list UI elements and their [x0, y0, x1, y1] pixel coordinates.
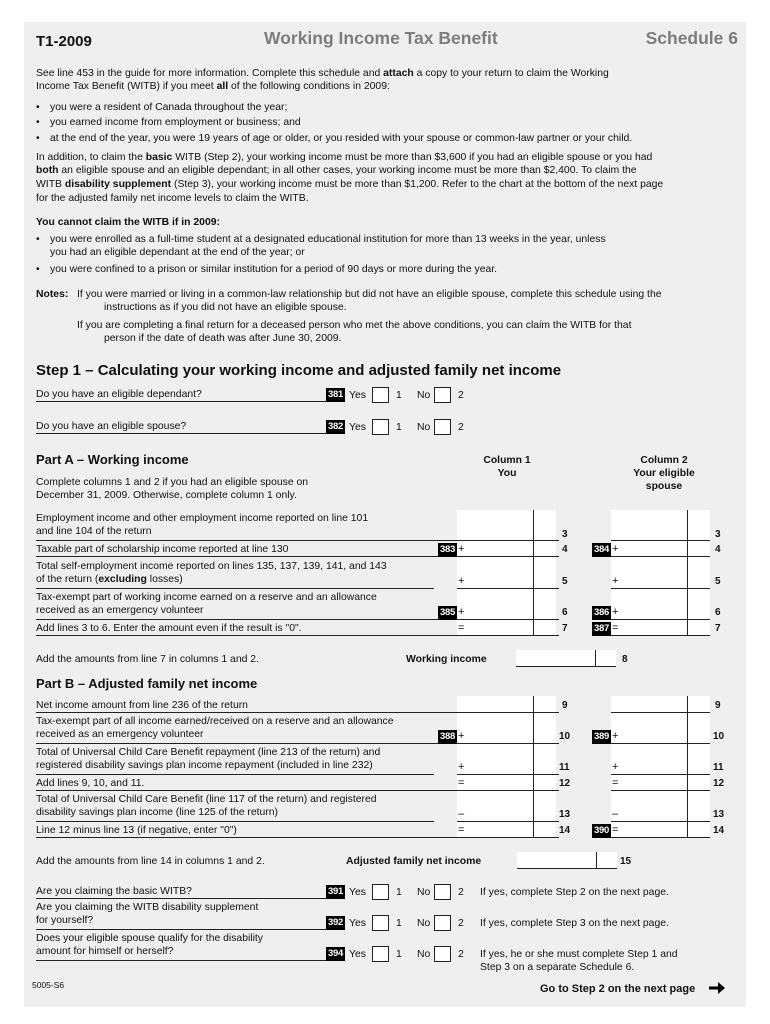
- option-code: 1: [396, 887, 402, 898]
- line-5-label: Total self-employment income reported on lines 135, 137, 139, 141, and 143 of the return (excluding losses): [36, 561, 387, 585]
- line-number: 9: [562, 700, 568, 711]
- line-number: 11: [713, 762, 724, 773]
- line-number: 9: [715, 700, 721, 711]
- line-number: 4: [562, 544, 568, 555]
- row-rule: [36, 556, 559, 557]
- instruction-391: If yes, complete Step 2 on the next page.: [480, 887, 669, 898]
- line-number: 3: [715, 529, 721, 540]
- row-rule: [457, 821, 559, 822]
- line-15-label: Add the amounts from line 14 in columns 1 and 2.: [36, 856, 265, 867]
- row-rule: [36, 821, 434, 822]
- option-code: 1: [396, 422, 402, 433]
- plus-sign: +: [458, 575, 465, 587]
- underline: [36, 929, 326, 930]
- plus-sign: +: [612, 730, 619, 742]
- option-code: 1: [396, 390, 402, 401]
- yes-checkbox-391[interactable]: [372, 884, 389, 900]
- line-number: 7: [715, 623, 721, 634]
- line-11-label: Total of Universal Child Care Benefit repayment (line 213 of the return) and registered disability savings plan income repayment (included in line 232): [36, 747, 381, 771]
- line-code-385: 385: [440, 607, 455, 618]
- field-rule: [516, 666, 616, 667]
- instruction-392: If yes, complete Step 3 on the next page.: [480, 918, 669, 929]
- line-number: 12: [559, 778, 571, 789]
- line-9-label: Net income amount from line 236 of the return: [36, 700, 248, 711]
- line-number: 5: [715, 576, 721, 587]
- intro-para-2d: for the adjusted family net income levels to claim the WITB.: [36, 193, 309, 204]
- column-1-fields[interactable]: [457, 696, 556, 838]
- row-rule: [36, 540, 559, 541]
- part-a-description: Complete columns 1 and 2 if you had an eligible spouse on December 31, 2009. Otherwise, complete column 1 only.: [36, 477, 309, 501]
- step1-heading: Step 1 – Calculating your working income and adjusted family net income: [36, 362, 562, 379]
- equals-sign: =: [458, 777, 465, 789]
- schedule-form: [24, 22, 746, 1007]
- intro-para-2c: WITB disability supplement (Step 3), your working income must be more than $1,200. Refer to the chart at the bottom of the next page: [36, 179, 664, 190]
- line-number: 7: [562, 623, 568, 634]
- form-id: T1-2009: [36, 33, 92, 50]
- no-checkbox-394[interactable]: [434, 946, 451, 962]
- cents-divider: [687, 696, 688, 838]
- row-rule: [611, 540, 710, 541]
- row-rule: [36, 743, 559, 744]
- condition-item: • you earned income from employment or business; and: [36, 116, 736, 129]
- adjusted-income-label: Adjusted family net income: [346, 856, 482, 867]
- line-number: 5: [562, 576, 568, 587]
- cannot-item: • you were confined to a prison or similar institution for a period of 90 days or more during the year.: [36, 263, 736, 276]
- option-code: 2: [458, 887, 464, 898]
- line-code-387: 387: [594, 623, 609, 634]
- yes-label: Yes: [349, 422, 366, 433]
- right-arrow-icon: [708, 980, 726, 1000]
- intro-line-1: See line 453 in the guide for more information. Complete this schedule and attach a copy to your return to claim the Working: [36, 68, 609, 79]
- underline: [36, 401, 326, 402]
- option-code: 1: [396, 949, 402, 960]
- row-rule: [611, 790, 710, 791]
- part-a-heading: Part A – Working income: [36, 452, 189, 467]
- plus-sign: +: [458, 543, 465, 555]
- minus-sign: –: [458, 808, 465, 820]
- yes-label: Yes: [349, 887, 366, 898]
- underline: [36, 433, 326, 434]
- line-code-391: 391: [328, 886, 343, 897]
- line-number: 3: [562, 529, 568, 540]
- line-code-381: 381: [328, 389, 343, 400]
- line-number: 13: [559, 809, 571, 820]
- yes-checkbox-394[interactable]: [372, 946, 389, 962]
- line-code-388: 388: [440, 731, 455, 742]
- q-eligible-spouse: Do you have an eligible spouse?: [36, 421, 187, 432]
- no-label: No: [417, 918, 431, 929]
- q-spouse-disability: Does your eligible spouse qualify for the disability amount for himself or herself?: [36, 933, 263, 957]
- q-disability-supplement: Are you claiming the WITB disability supplement for yourself?: [36, 902, 259, 926]
- line-code-389: 389: [594, 731, 609, 742]
- working-income-label: Working income: [406, 654, 487, 665]
- line-14-label: Line 12 minus line 13 (if negative, enter "0"): [36, 825, 237, 836]
- no-checkbox-381[interactable]: [434, 387, 451, 403]
- line-number: 10: [713, 731, 725, 742]
- row-rule: [611, 588, 710, 589]
- plus-sign: +: [612, 761, 619, 773]
- adjusted-income-field[interactable]: [517, 852, 617, 868]
- column-2-header: Column 2 Your eligible spouse: [633, 455, 695, 492]
- no-label: No: [417, 422, 431, 433]
- notes-label: Notes:: [36, 289, 69, 300]
- intro-line-2: Income Tax Benefit (WITB) if you meet all of the following conditions in 2009:: [36, 81, 390, 92]
- equals-sign: =: [612, 622, 619, 634]
- yes-checkbox-382[interactable]: [372, 419, 389, 435]
- row-rule: [36, 712, 559, 713]
- line-8-label: Add the amounts from line 7 in columns 1 and 2.: [36, 654, 259, 665]
- underline: [36, 898, 326, 899]
- row-rule: [611, 821, 710, 822]
- row-rule: [36, 774, 434, 775]
- cannot-item: • you were enrolled as a full-time student at a designated educational institution for more than 13 weeks in the year, unless you had an eligible dependant at the end of the year; or: [36, 233, 736, 259]
- equals-sign: =: [612, 824, 619, 836]
- line-4-label: Taxable part of scholarship income reported at line 130: [36, 544, 289, 555]
- cents-divider: [596, 852, 597, 868]
- no-label: No: [417, 390, 431, 401]
- column-1-fields[interactable]: [457, 510, 556, 636]
- line-code-386: 386: [594, 607, 609, 618]
- plus-sign: +: [612, 543, 619, 555]
- plus-sign: +: [612, 575, 619, 587]
- field-rule: [517, 868, 617, 869]
- row-rule: [611, 774, 710, 775]
- form-code: 5005-S6: [32, 980, 65, 990]
- equals-sign: =: [458, 622, 465, 634]
- line-number: 10: [559, 731, 571, 742]
- line-code-384: 384: [594, 544, 609, 555]
- row-rule: [611, 556, 710, 557]
- line-number: 12: [713, 778, 725, 789]
- line-number: 13: [713, 809, 725, 820]
- q-eligible-dependant: Do you have an eligible dependant?: [36, 389, 202, 400]
- q-basic-witb: Are you claiming the basic WITB?: [36, 886, 192, 897]
- yes-checkbox-381[interactable]: [372, 387, 389, 403]
- equals-sign: =: [612, 777, 619, 789]
- instruction-394: If yes, he or she must complete Step 1 and Step 3 on a separate Schedule 6.: [480, 949, 678, 973]
- schedule-number: Schedule 6: [645, 28, 738, 48]
- yes-label: Yes: [349, 949, 366, 960]
- line-code-383: 383: [440, 544, 455, 555]
- intro-para-2: In addition, to claim the basic WITB (Step 2), your working income must be more than $3,600 if you had an eligible spouse or you had: [36, 152, 653, 163]
- equals-sign: =: [458, 824, 465, 836]
- line-10-label: Tax-exempt part of all income earned/received on a reserve and an allowance received as an emergency volunteer: [36, 716, 394, 740]
- line-6-label: Tax-exempt part of working income earned on a reserve and an allowance received as an emergency volunteer: [36, 592, 377, 616]
- line-12-label: Add lines 9, 10, and 11.: [36, 778, 145, 789]
- cents-divider: [533, 696, 534, 838]
- option-code: 2: [458, 949, 464, 960]
- option-code: 1: [396, 918, 402, 929]
- line-3-label: Employment income and other employment income reported on line 101 and line 104 of the return: [36, 513, 369, 537]
- plus-sign: +: [458, 606, 465, 618]
- note-1: If you were married or living in a common-law relationship but did not have an eligible spouse, complete this schedule using the instructions as if you did not have an eligible spouse.: [77, 289, 662, 313]
- column-2-fields[interactable]: [611, 696, 710, 838]
- cannot-heading: You cannot claim the WITB if in 2009:: [36, 217, 220, 228]
- option-code: 2: [458, 918, 464, 929]
- row-rule: [36, 588, 434, 589]
- line-code-392: 392: [328, 917, 343, 928]
- line-13-label: Total of Universal Child Care Benefit (line 117 of the return) and registered disability savings plan income (line 125 of the return): [36, 794, 377, 818]
- line-code-394: 394: [328, 948, 343, 959]
- option-code: 2: [458, 422, 464, 433]
- note-2: If you are completing a final return for a deceased person who met the above conditions, you can claim the WITB for that person if the date of death was after June 30, 2009.: [77, 320, 632, 344]
- line-7-label: Add lines 3 to 6. Enter the amount even if the result is "0".: [36, 623, 302, 634]
- line-number: 8: [622, 654, 628, 665]
- condition-item: • at the end of the year, you were 19 years of age or older, or you resided with your spouse or common-law partner or your child.: [36, 132, 736, 145]
- line-number: 4: [715, 544, 721, 555]
- yes-label: Yes: [349, 918, 366, 929]
- line-number: 11: [559, 762, 570, 773]
- no-checkbox-392[interactable]: [434, 915, 451, 931]
- row-rule: [611, 619, 710, 620]
- row-rule: [36, 635, 559, 636]
- yes-label: Yes: [349, 390, 366, 401]
- plus-sign: +: [458, 761, 465, 773]
- line-number: 14: [559, 825, 571, 836]
- plus-sign: +: [612, 606, 619, 618]
- next-page-text: Go to Step 2 on the next page: [540, 983, 696, 995]
- no-label: No: [417, 887, 431, 898]
- row-rule: [457, 588, 559, 589]
- no-label: No: [417, 949, 431, 960]
- line-number: 15: [620, 856, 632, 867]
- yes-checkbox-392[interactable]: [372, 915, 389, 931]
- line-number: 6: [562, 607, 568, 618]
- row-rule: [611, 712, 710, 713]
- line-number: 6: [715, 607, 721, 618]
- row-rule: [36, 790, 559, 791]
- line-number: 14: [713, 825, 725, 836]
- no-checkbox-391[interactable]: [434, 884, 451, 900]
- row-rule: [611, 837, 710, 838]
- part-b-heading: Part B – Adjusted family net income: [36, 676, 258, 691]
- line-code-382: 382: [328, 421, 343, 432]
- cents-divider: [687, 510, 688, 636]
- column-1-header: Column 1 You: [483, 455, 531, 479]
- row-rule: [611, 635, 710, 636]
- condition-item: • you were a resident of Canada throughout the year;: [36, 101, 736, 114]
- form-title: Working Income Tax Benefit: [264, 28, 498, 48]
- column-2-fields[interactable]: [611, 510, 710, 636]
- cents-divider: [533, 510, 534, 636]
- row-rule: [611, 743, 710, 744]
- option-code: 2: [458, 390, 464, 401]
- underline: [36, 960, 326, 961]
- no-checkbox-382[interactable]: [434, 419, 451, 435]
- minus-sign: –: [612, 808, 619, 820]
- line-code-390: 390: [594, 825, 609, 836]
- intro-para-2b: both an eligible spouse and an eligible dependant; in all other cases, your working income must be more than $2,400. To claim the: [36, 165, 637, 176]
- row-rule: [457, 774, 559, 775]
- cents-divider: [595, 650, 596, 666]
- plus-sign: +: [458, 730, 465, 742]
- row-rule: [36, 837, 559, 838]
- row-rule: [36, 619, 559, 620]
- working-income-field[interactable]: [516, 650, 616, 666]
